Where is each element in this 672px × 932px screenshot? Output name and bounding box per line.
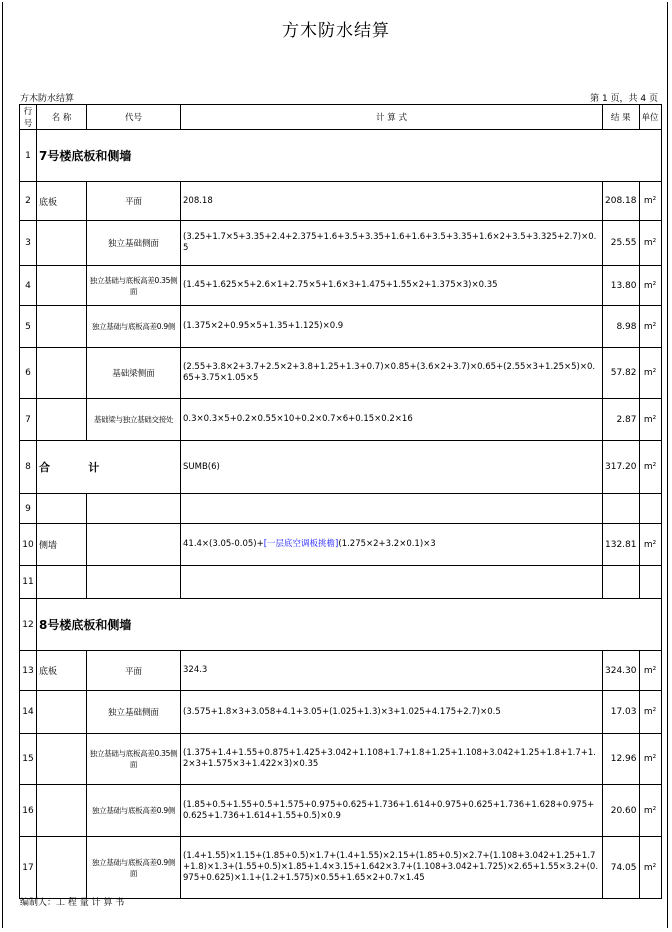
table-row (20, 599, 662, 651)
row-formula: 324.3 (181, 651, 603, 691)
row-name (37, 348, 87, 399)
row-unit (639, 494, 661, 524)
row-unit: m² (639, 734, 661, 785)
row-unit: m² (639, 691, 661, 734)
table-row (20, 182, 662, 221)
row-formula: (1.85+0.5+1.55+0.5+1.575+0.975+0.625+1.736+1.614+0.975+0.625+1.736+1.628+0.975+0.625+1.736+1.614+1.55+0.5)×0.9 (181, 785, 603, 837)
row-name (37, 494, 87, 524)
row-formula: (3.25+1.7×5+3.35+2.4+2.375+1.6+3.5+3.35+1.6+1.6+3.5+3.35+1.6×2+3.5+3.325+2.7)×0.5 (181, 221, 603, 266)
row-result: 132.81 (603, 524, 640, 566)
row-index: 6 (20, 348, 37, 399)
row-code (87, 524, 181, 566)
row-unit: m² (639, 221, 661, 266)
row-index: 4 (20, 266, 37, 306)
row-formula (181, 566, 603, 599)
row-name (37, 399, 87, 441)
row-result: 74.05 (603, 837, 640, 899)
page-indicator: 第 1 页，共 4 页 (590, 94, 658, 104)
col-header-result: 结 果 (603, 105, 640, 130)
row-name (37, 566, 87, 599)
row-result: 57.82 (603, 348, 640, 399)
row-index: 7 (20, 399, 37, 441)
row-unit: m² (639, 266, 661, 306)
row-code: 独立基础与底板高差0.9侧 (87, 785, 181, 837)
row-unit: m² (639, 306, 661, 348)
row-unit: m² (639, 785, 661, 837)
row-name (37, 306, 87, 348)
row-name (37, 785, 87, 837)
row-index: 15 (20, 734, 37, 785)
row-result: 208.18 (603, 182, 640, 221)
row-index: 9 (20, 494, 37, 524)
table-row (20, 130, 662, 182)
row-formula: (3.575+1.8×3+3.058+4.1+3.05+(1.025+1.3)×3+1.025+4.175+2.7)×0.5 (181, 691, 603, 734)
row-code: 平面 (87, 651, 181, 691)
row-index: 13 (20, 651, 37, 691)
table-row (20, 691, 662, 734)
table-row (20, 348, 662, 399)
col-header-idx: 行号 (20, 105, 37, 130)
row-unit: m² (639, 182, 661, 221)
row-index: 2 (20, 182, 37, 221)
table-row (20, 651, 662, 691)
table-row (20, 399, 662, 441)
row-formula: 208.18 (181, 182, 603, 221)
row-formula (181, 494, 603, 524)
col-header-formula: 计 算 式 (181, 105, 603, 130)
total-label: 合 计 (37, 441, 181, 494)
row-unit (639, 566, 661, 599)
row-code: 独立基础与底板高差0.9侧面 (87, 837, 181, 899)
row-code: 独立基础与底板高差0.9侧 (87, 306, 181, 348)
table-row (20, 266, 662, 306)
row-name: 侧墙 (37, 524, 87, 566)
formula-part: (1.275×2+3.2×0.1)×3 (338, 539, 436, 549)
row-result: 25.55 (603, 221, 640, 266)
row-result: 8.98 (603, 306, 640, 348)
row-code: 基础梁与独立基础交接处 (87, 399, 181, 441)
row-result: 12.96 (603, 734, 640, 785)
row-name (37, 221, 87, 266)
row-result: 13.80 (603, 266, 640, 306)
calculation-table (19, 104, 662, 899)
table-row (20, 306, 662, 348)
row-code (87, 566, 181, 599)
row-unit: m² (639, 837, 661, 899)
formula-note: [一层底空调板挑檐] (263, 539, 339, 549)
col-header-name: 名 称 (37, 105, 87, 130)
section-title: 8号楼底板和侧墙 (37, 599, 662, 651)
sheet-name: 方木防水结算 (20, 94, 75, 104)
table-row (20, 734, 662, 785)
footer-text: 编制人：工 程 量 计 算 书 (20, 898, 125, 908)
row-result: 324.30 (603, 651, 640, 691)
row-code: 基础梁侧面 (87, 348, 181, 399)
section-title: 7号楼底板和侧墙 (37, 130, 662, 182)
formula-part: 41.4×(3.05-0.05)+ (183, 539, 264, 549)
row-code: 独立基础侧面 (87, 691, 181, 734)
table-header-row (20, 105, 662, 130)
table-row (20, 785, 662, 837)
row-unit: m² (639, 441, 661, 494)
row-code: 独立基础与底板高差0.35侧面 (87, 266, 181, 306)
row-index: 8 (20, 441, 37, 494)
table-row (20, 221, 662, 266)
row-formula: (1.375+1.4+1.55+0.875+1.425+3.042+1.108+1.7+1.8+1.25+1.108+3.042+1.25+1.8+1.7+1.2×3+1.575×3+1.422×3)×0.35 (181, 734, 603, 785)
row-result: 17.03 (603, 691, 640, 734)
row-formula: (1.45+1.625×5+2.6×1+2.75×5+1.6×3+1.475+1.55×2+1.375×3)×0.35 (181, 266, 603, 306)
row-unit: m² (639, 399, 661, 441)
row-result (603, 566, 640, 599)
row-formula: (1.375×2+0.95×5+1.35+1.125)×0.9 (181, 306, 603, 348)
row-formula (181, 524, 603, 566)
row-formula: (1.4+1.55)×1.15+(1.85+0.5)×1.7+(1.4+1.55)×2.15+(1.85+0.5)×2.7+(1.108+3.042+1.25+1.7+1.8)×1.3+(1.55+0.5)×1.85+1.4×3.15+1.642×3.7+(1.108+3.042+1.725)×2.65+1.55×3.2+(0.975+0.625)×1.1+(1.2+1.575)×0.55+1.65×2+0.7×1.45 (181, 837, 603, 899)
table-row (20, 566, 662, 599)
table-row (20, 441, 662, 494)
row-index: 17 (20, 837, 37, 899)
row-unit: m² (639, 651, 661, 691)
row-code: 平面 (87, 182, 181, 221)
row-name: 底板 (37, 651, 87, 691)
row-result: 2.87 (603, 399, 640, 441)
row-index: 16 (20, 785, 37, 837)
row-result: 317.20 (603, 441, 640, 494)
row-name (37, 734, 87, 785)
table-row (20, 494, 662, 524)
row-code: 独立基础侧面 (87, 221, 181, 266)
row-formula: (2.55+3.8×2+3.7+2.5×2+3.8+1.25+1.3+0.7)×0.85+(3.6×2+3.7)×0.65+(2.55×3+1.25×5)×0.65+3.75×1.05×5 (181, 348, 603, 399)
row-result: 20.60 (603, 785, 640, 837)
row-formula: SUMB(6) (181, 441, 603, 494)
row-code: 独立基础与底板高差0.35侧面 (87, 734, 181, 785)
table-row (20, 524, 662, 566)
col-header-unit: 单位 (639, 105, 661, 130)
row-code (87, 494, 181, 524)
row-index: 1 (20, 130, 37, 182)
row-index: 14 (20, 691, 37, 734)
row-index: 5 (20, 306, 37, 348)
row-result (603, 494, 640, 524)
row-formula: 0.3×0.3×5+0.2×0.55×10+0.2×0.7×6+0.15×0.2×16 (181, 399, 603, 441)
row-index: 12 (20, 599, 37, 651)
row-index: 11 (20, 566, 37, 599)
row-name (37, 266, 87, 306)
row-unit: m² (639, 524, 661, 566)
row-name (37, 691, 87, 734)
document-title: 方木防水结算 (282, 21, 390, 41)
col-header-code: 代号 (87, 105, 181, 130)
row-index: 3 (20, 221, 37, 266)
row-name: 底板 (37, 182, 87, 221)
row-index: 10 (20, 524, 37, 566)
table-row (20, 837, 662, 899)
row-unit: m² (639, 348, 661, 399)
row-name (37, 837, 87, 899)
